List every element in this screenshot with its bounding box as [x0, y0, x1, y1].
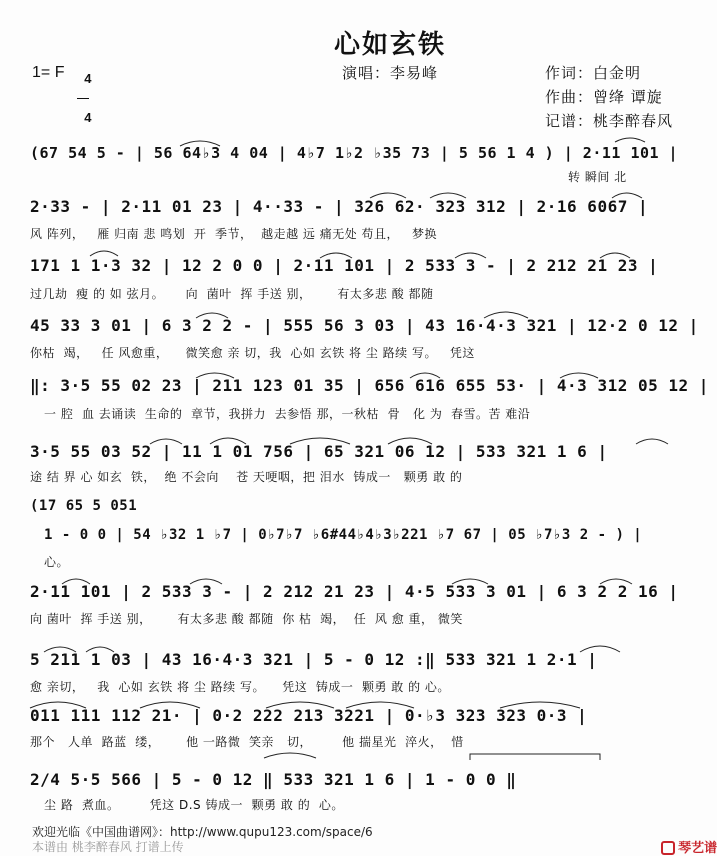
score-row-11-notes: 2/4 5·5 566 | 5 - 0 12 ‖ 533 321 1 6 | 1 - 0 0 ‖: [30, 770, 517, 789]
singer-credit: 演唱：李易峰: [342, 64, 439, 82]
score-row-10-notes: 011 111 112 21· | 0·2 222 213 3221 | 0·♭3 323 323 0·3 |: [30, 706, 588, 725]
score-row-6-notes: 3·5 55 03 52 | 11 1 01 756 | 65 321 06 12 | 533 321 1 6 |: [30, 442, 608, 461]
score-row-8-notes: 2·11 101 | 2 533 3 - | 2 212 21 23 | 4·5 533 3 01 | 6 3 2 2 16 |: [30, 582, 679, 601]
composer-credit: 作曲：曾绛 谭旋: [545, 88, 663, 106]
score-row-2-lyrics: 风 阵列， 雁 归南 悲 鸣划 开 季节， 越走越 远 痛无处 苟且， 梦换: [30, 227, 437, 241]
time-signature-bottom: 4: [84, 110, 92, 125]
lyricist-credit: 作词：白金明: [545, 64, 642, 82]
score-row-4-lyrics: 你枯 竭， 任 风愈重， 微笑愈 亲 切，我 心如 玄铁 将 尘 路续 写。 凭这: [30, 346, 475, 360]
logo-mark-icon: [661, 841, 675, 855]
score-row-9-notes: 5 211 1 03 | 43 16·4·3 321 | 5 - 0 12 :‖ 533 321 1 2·1 |: [30, 650, 598, 669]
score-row-7-notes: 1 - 0 0 | 54 ♭32 1 ♭7 | 0♭7♭7 ♭6#44♭4♭3♭221 ♭7 67 | 05 ♭7♭3 2 - ) |: [44, 527, 643, 543]
key-signature: 1= F: [32, 64, 65, 81]
score-row-1-notes: (67 54 5 - | 56 64♭3 4 04 | 4♭7 1♭2 ♭35 73 | 5 56 1 4 ) | 2·11 101 |: [30, 144, 679, 162]
score-row-6-lyrics: 途 结 界 心 如玄 铁， 绝 不会向 苍 天哽咽，把 泪水 铸成一 颗勇 敢 的: [30, 470, 463, 484]
score-row-5-notes: ‖: 3·5 55 02 23 | 211 123 01 35 | 656 616 655 53· | 4·3 312 05 12 |: [30, 376, 709, 395]
score-row-3-lyrics: 过几劫 瘦 的 如 弦月。 向 菌叶 挥 手送 别， 有太多悲 酸 都随: [30, 287, 434, 301]
score-row-8-lyrics: 向 菌叶 挥 手送 别， 有太多悲 酸 都随 你 枯 竭， 任 风 愈 重， 微笑: [30, 612, 463, 626]
interlude-prefix: (17 65 5 051: [30, 498, 138, 514]
time-signature-top: 4: [84, 71, 92, 86]
score-row-4-notes: 45 33 3 01 | 6 3 2 2 - | 555 56 3 03 | 43 16·4·3 321 | 12·2 0 12 |: [30, 316, 699, 335]
song-title: 心如玄铁: [334, 30, 447, 60]
footer-link-text[interactable]: 欢迎光临《中国曲谱网》：http://www.qupu123.com/space/6: [32, 825, 373, 839]
score-row-10-lyrics: 那个 人单 路蓝 缕， 他 一路微 笑亲 切， 他 揣星光 淬火， 惜: [30, 735, 464, 749]
score-row-3-notes: 171 1 1·3 32 | 12 2 0 0 | 2·11 101 | 2 533 3 - | 2 212 21 23 |: [30, 256, 659, 275]
score-row-2-notes: 2·33 - | 2·11 01 23 | 4··33 - | 326 62· 323 312 | 2·16 6067 |: [30, 197, 649, 216]
score-row-9-lyrics: 愈 亲切， 我 心如 玄铁 将 尘 路续 写。 凭这 铸成一 颗勇 敢 的 心。: [30, 680, 450, 694]
score-row-5-lyrics: 一 腔 血 去诵读 生命的 章节，我拼力 去参悟 那，一秋枯 骨 化 为 春雪。苦 难沿: [44, 407, 531, 421]
score-row-11-lyrics: 尘 路 煮血。 凭这 D.S 铸成一 颗勇 敢 的 心。: [44, 798, 344, 812]
logo-text: 琴艺谱: [678, 841, 717, 856]
score-row-7-lyrics: 心。: [44, 555, 70, 569]
transcriber-credit: 记谱：桃李醉春风: [545, 112, 674, 130]
footer-uploader-text: 本谱由 桃李醉春风 打谱上传: [32, 840, 184, 854]
score-row-1-lyrics: 转 瞬间 北: [568, 170, 627, 184]
site-logo: [652, 822, 717, 856]
